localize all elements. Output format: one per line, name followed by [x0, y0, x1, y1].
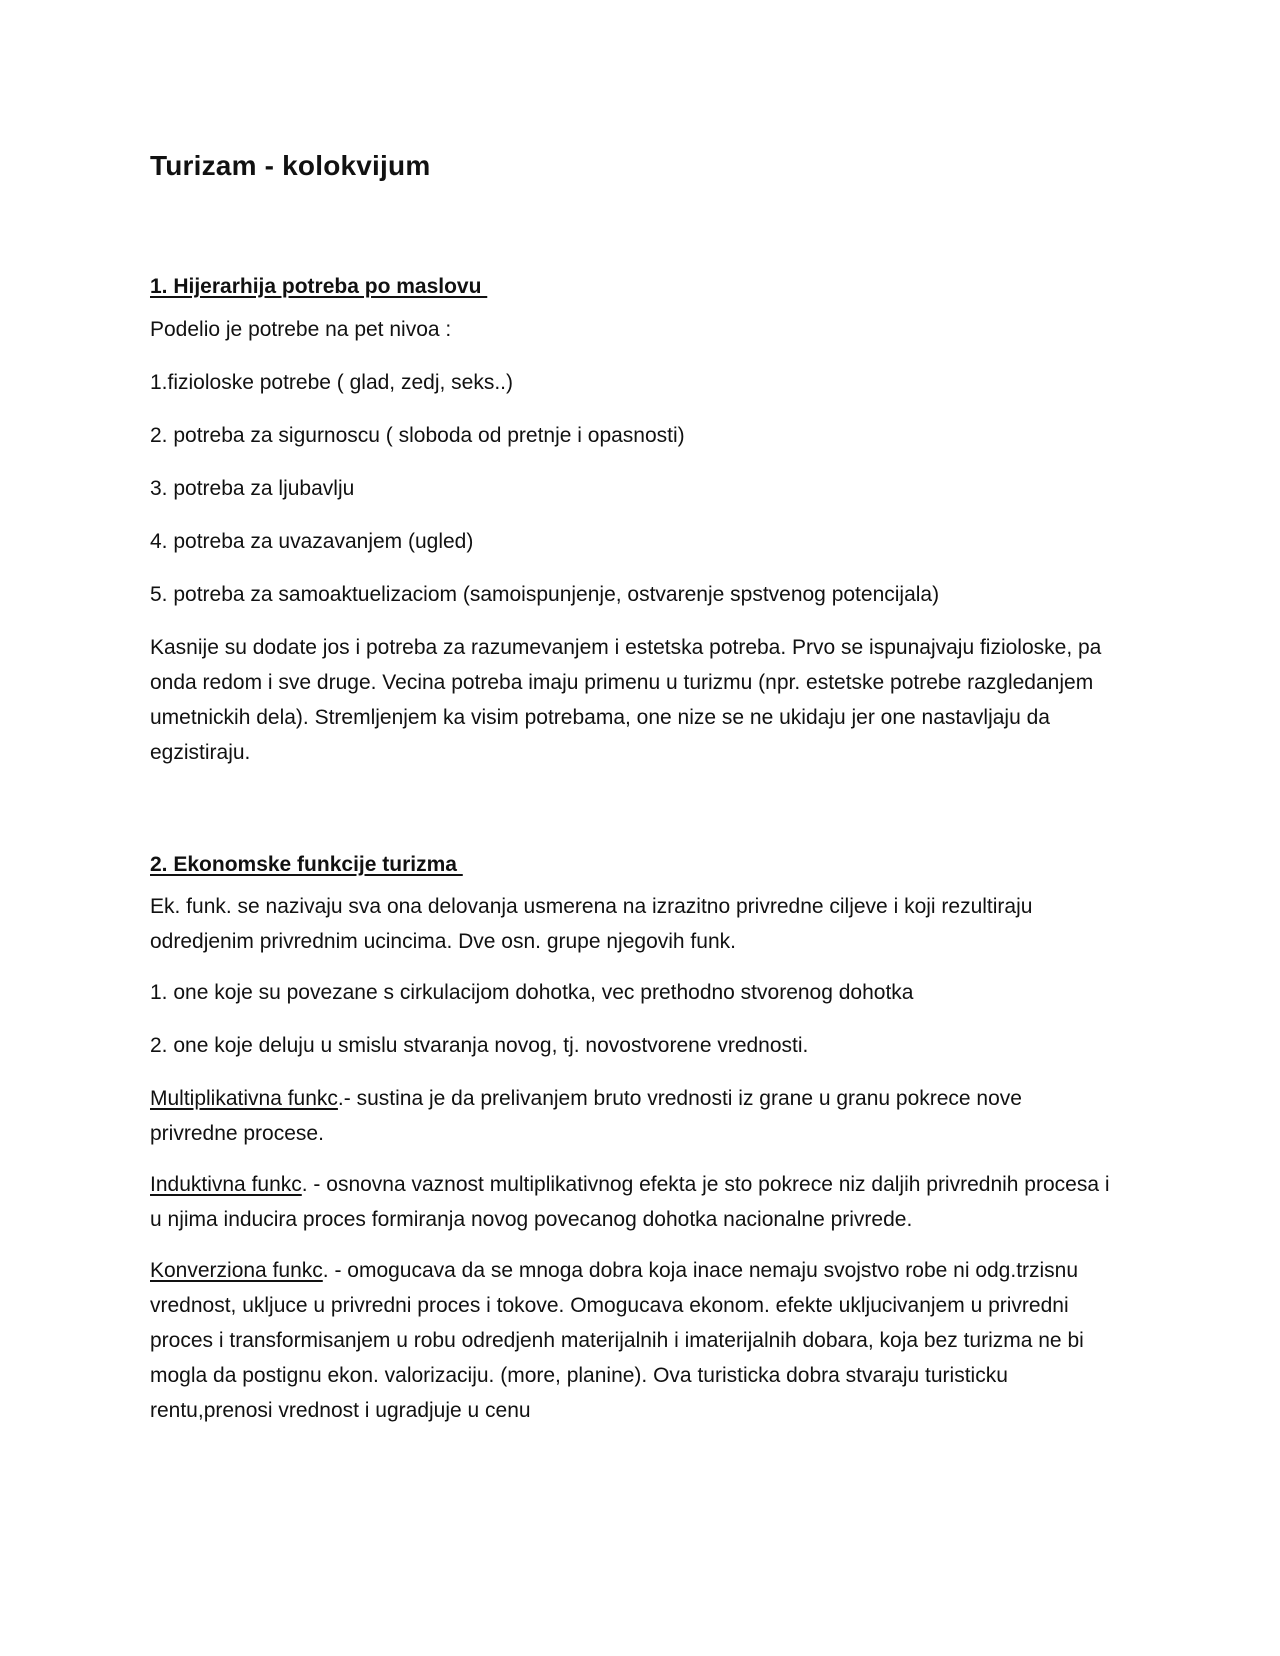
multiplikativna-paragraph	[150, 1081, 1115, 1151]
list-item: 3. potreba za ljubavlju	[150, 477, 355, 500]
multiplikativna-text: .- sustina je da prelivanjem bruto vrednosti iz grane u granu pokrece nove privredne procese.	[150, 1087, 1022, 1145]
section-2-heading: 2. Ekonomske funkcije turizma	[150, 853, 463, 876]
section-1-intro: Podelio je potrebe na pet nivoa :	[150, 318, 452, 341]
multiplikativna-term: Multiplikativna funkc	[150, 1087, 338, 1110]
section-1-paragraph: Kasnije su dodate jos i potreba za razumevanjem i estetska potreba. Prvo se ispunajvaju fizioloske, pa onda redom i sve druge. Vecina potreba imaju primenu u turizmu (npr. estetske potrebe razgledanjem umetnickih dela). Stremljenjem ka visim potrebama, one nize se ne ukidaju jer one nastavljaju da egzistiraju.	[150, 636, 1102, 764]
section-1-heading: 1. Hijerarhija potreba po maslovu	[150, 275, 488, 298]
induktivna-paragraph	[150, 1167, 1115, 1237]
section-2-intro: Ek. funk. se nazivaju sva ona delovanja usmerena na izrazitno privredne ciljeve i koji rezultiraju odredjenim privrednim ucincima. Dve osn. grupe njegovih funk.	[150, 895, 1033, 953]
induktivna-text: . - osnovna vaznost multiplikativnog efekta je sto pokrece niz daljih privrednih procesa i u njima inducira proces formiranja novog povecanog dohotka nacionalne privrede.	[150, 1173, 1110, 1231]
list-item: 2. potreba za sigurnoscu ( sloboda od pretnje i opasnosti)	[150, 424, 685, 447]
konverziona-text: . - omogucava da se mnoga dobra koja inace nemaju svojstvo robe ni odg.trzisnu vrednost, ukljuce u privredni proces i tokove. Omogucava ekonom. efekte ukljucivanjem u privredni proces i transformisanjem u robu odredjenh materijalnih i imaterijalnih dobara, koja bez turizma ne bi mogla da postignu ekon. valorizaciju. (more, planine). Ova turisticka dobra stvaraju turisticku rentu,prenosi vrednost i ugradjuje u cenu	[150, 1259, 1084, 1422]
list-item: 1.fizioloske potrebe ( glad, zedj, seks..)	[150, 371, 514, 394]
konverziona-paragraph	[150, 1253, 1115, 1428]
list-item: 5. potreba za samoaktuelizaciom (samoispunjenje, ostvarenje spstvenog potencijala)	[150, 583, 940, 606]
list-item: 1. one koje su povezane s cirkulacijom dohotka, vec prethodno stvorenog dohotka	[150, 981, 914, 1004]
list-item: 2. one koje deluju u smislu stvaranja novog, tj. novostvorene vrednosti.	[150, 1034, 809, 1057]
konverziona-term: Konverziona funkc	[150, 1259, 323, 1282]
induktivna-term: Induktivna funkc	[150, 1173, 302, 1196]
page-title: Turizam - kolokvijum	[150, 150, 431, 181]
list-item: 4. potreba za uvazavanjem (ugled)	[150, 530, 474, 553]
